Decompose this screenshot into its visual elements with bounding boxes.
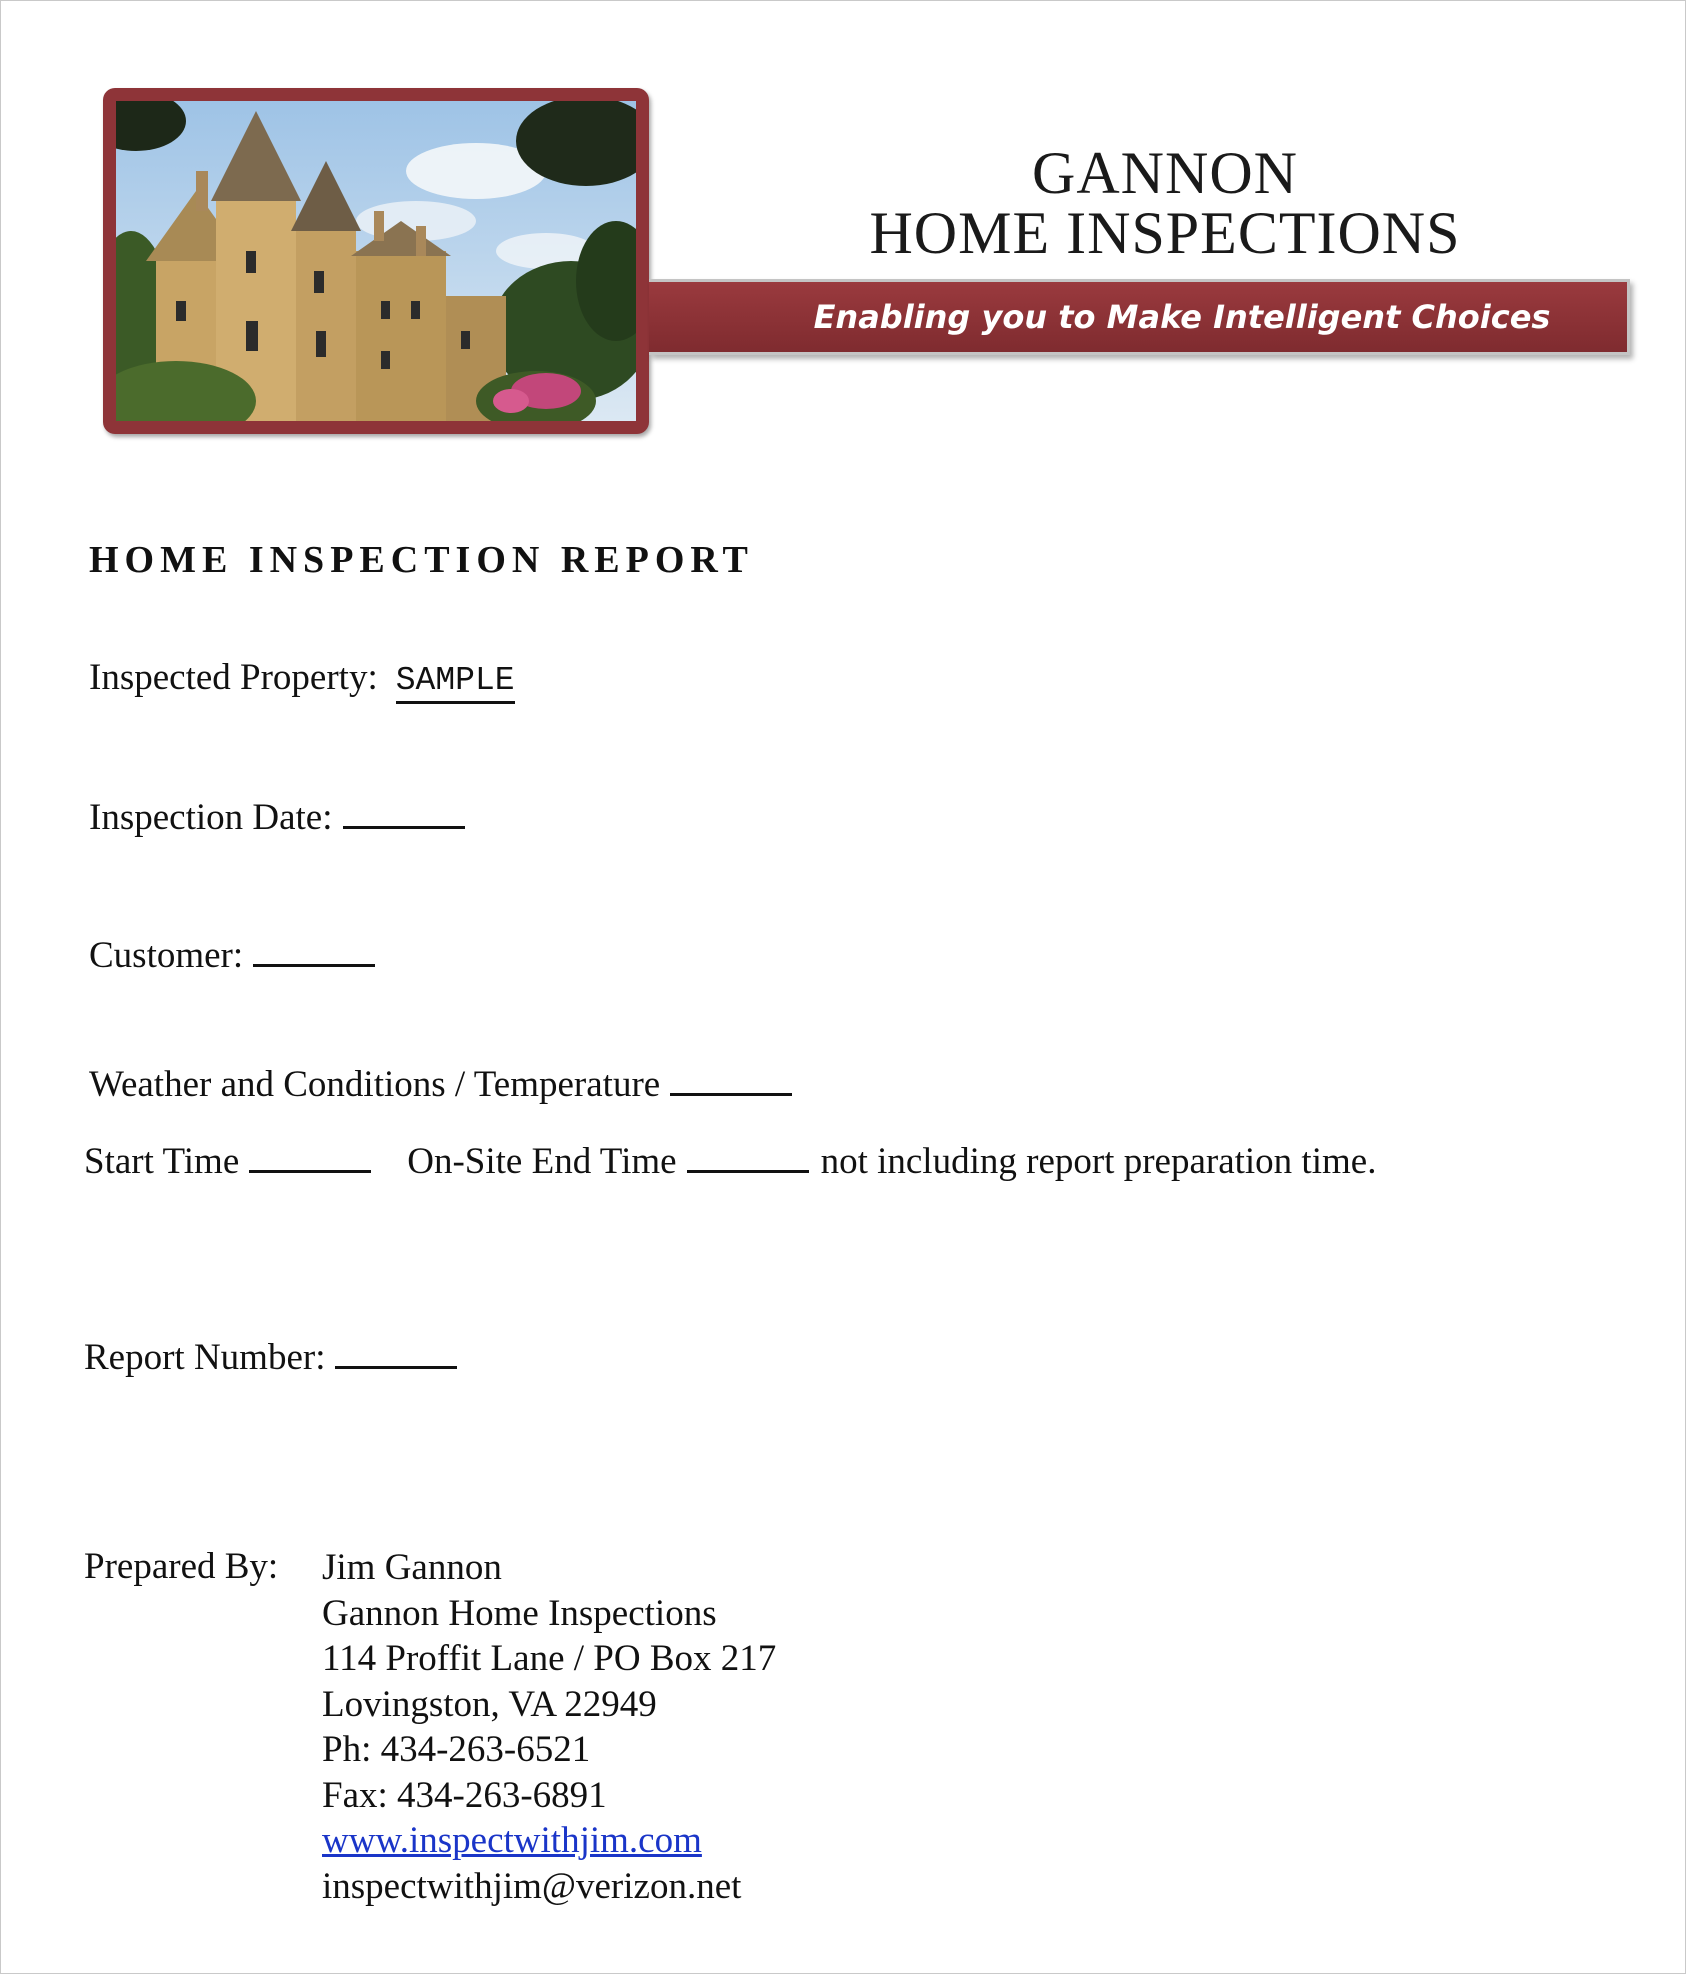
preparer-email: inspectwithjim@verizon.net (322, 1865, 742, 1907)
start-time-label: Start Time (84, 1141, 240, 1182)
customer-blank (253, 934, 375, 967)
inspected-property-label: Inspected Property: (89, 657, 378, 698)
report-number-label: Report Number: (84, 1337, 326, 1378)
report-number-blank (335, 1336, 457, 1369)
inspection-date-blank (343, 796, 465, 829)
preparer-name: Jim Gannon (322, 1547, 502, 1588)
customer-field (89, 934, 375, 978)
customer-label: Customer: (89, 935, 244, 976)
report-title: HOME INSPECTION REPORT (89, 539, 754, 581)
inspected-property-value: SAMPLE (396, 662, 515, 704)
inspected-property-field (89, 656, 515, 703)
end-time-blank (687, 1140, 809, 1173)
preparer-address-line2: Lovingston, VA 22949 (322, 1683, 657, 1725)
preparer-address-line1: 114 Proffit Lane / PO Box 217 (322, 1638, 777, 1679)
tagline-bar (649, 279, 1630, 355)
end-time-note: not including report preparation time. (820, 1141, 1377, 1182)
company-name-line2: HOME INSPECTIONS (869, 200, 1461, 266)
report-number-field (84, 1336, 457, 1380)
start-time-blank (249, 1140, 371, 1173)
tagline: Enabling you to Make Intelligent Choices (813, 298, 1551, 336)
weather-blank (670, 1063, 792, 1096)
inspection-date-field (89, 796, 465, 840)
inspection-date-label: Inspection Date: (89, 797, 333, 838)
end-time-label: On-Site End Time (407, 1141, 677, 1182)
preparer-phone: Ph: 434-263-6521 (322, 1729, 591, 1770)
castle-illustration (116, 101, 636, 421)
company-name-line1: GANNON (1032, 140, 1298, 206)
weather-label: Weather and Conditions / Temperature (89, 1064, 661, 1105)
prepared-by-block (322, 1545, 776, 1909)
time-field-row (84, 1140, 1376, 1184)
preparer-fax: Fax: 434-263-6891 (322, 1774, 607, 1816)
castle-photo (103, 88, 649, 434)
prepared-by-label: Prepared By: (84, 1546, 279, 1587)
preparer-company: Gannon Home Inspections (322, 1592, 717, 1634)
preparer-website-link[interactable]: www.inspectwithjim.com (322, 1820, 702, 1861)
weather-field (89, 1063, 792, 1107)
